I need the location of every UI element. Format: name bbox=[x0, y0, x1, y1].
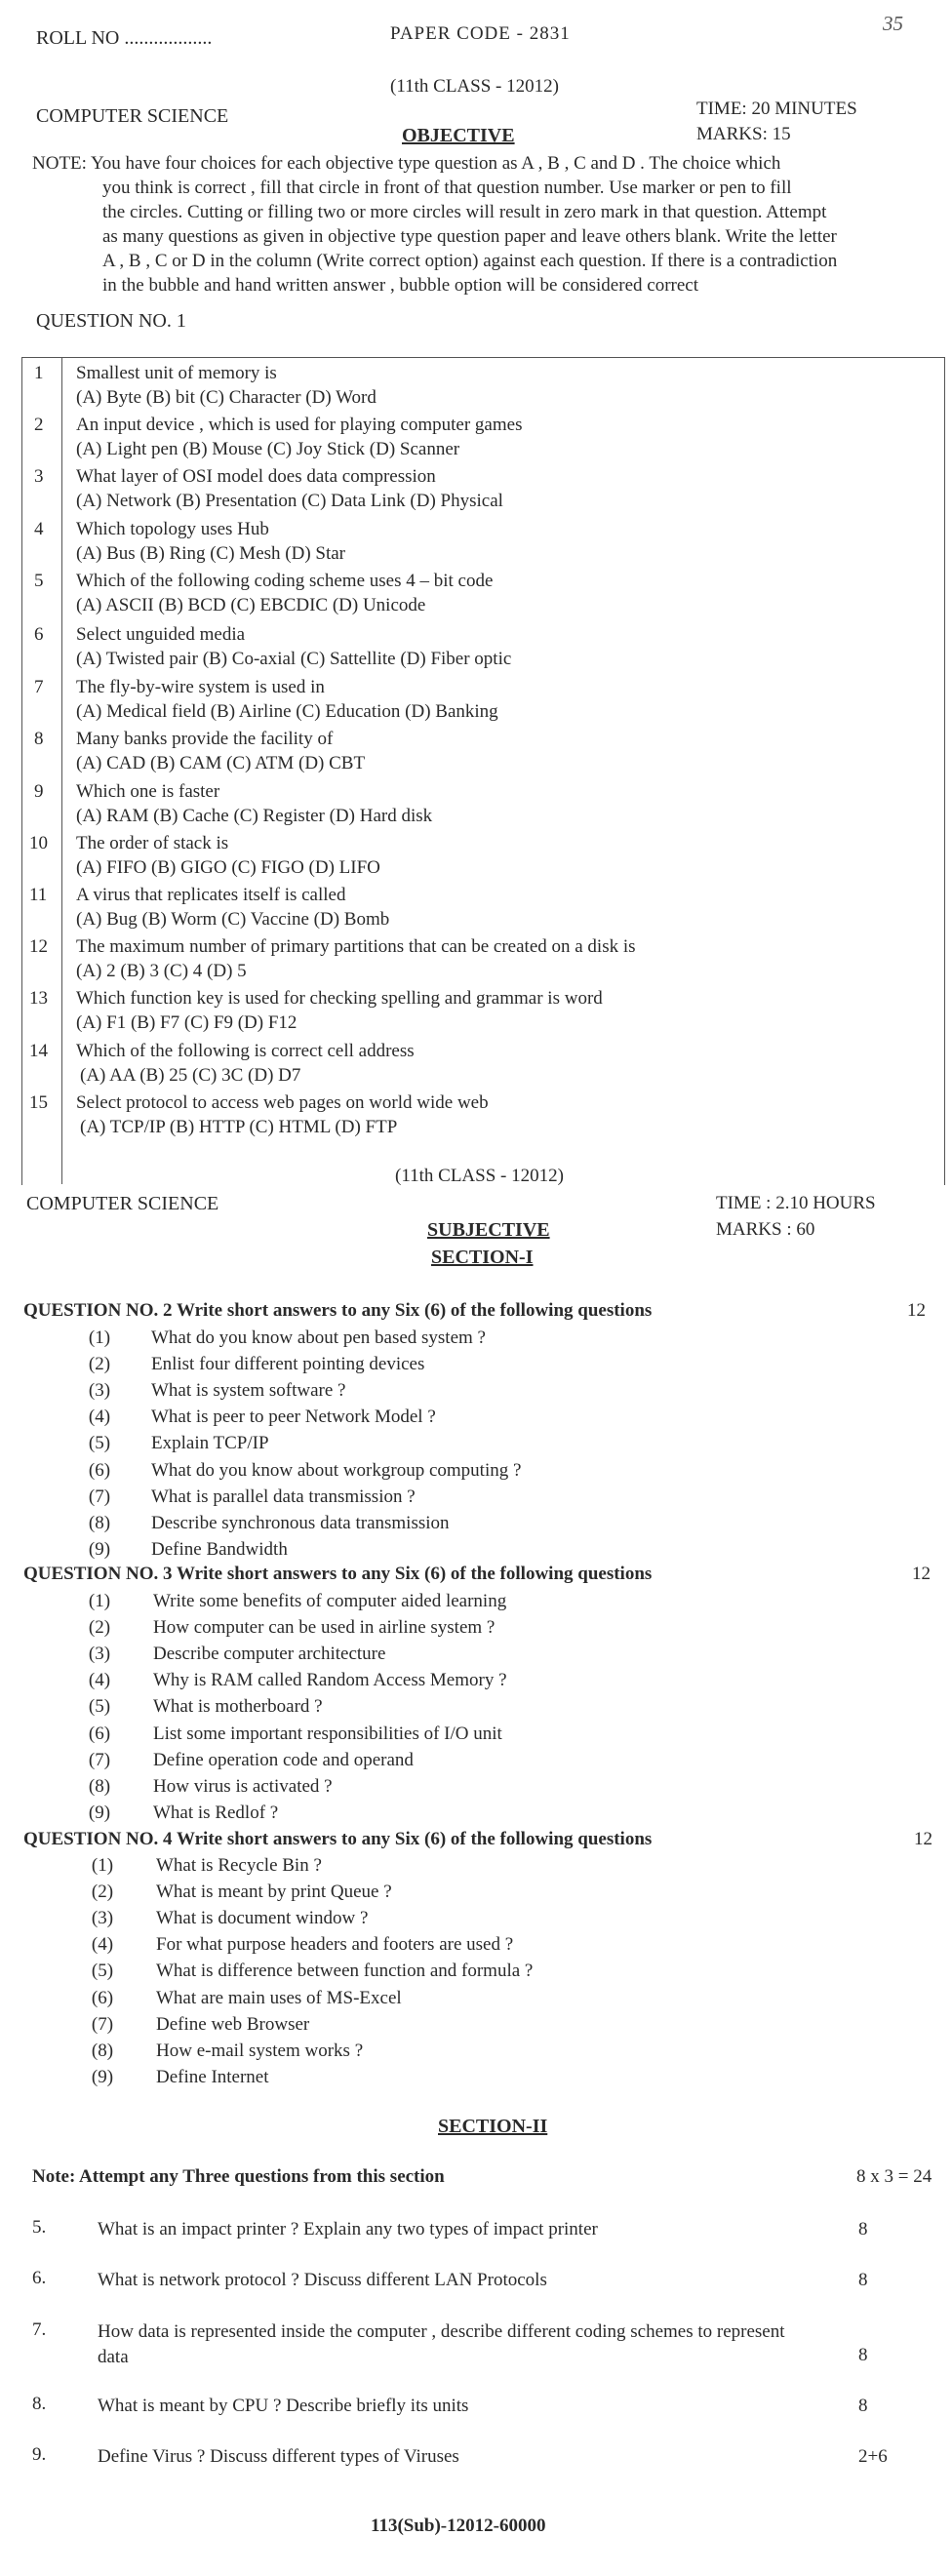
question-4-marks: 12 bbox=[914, 1829, 932, 1849]
mcq-question: The order of stack is bbox=[76, 833, 229, 853]
mcq-number: 11 bbox=[29, 885, 48, 905]
q4-item-text: Define web Browser bbox=[156, 2014, 310, 2035]
note-line: NOTE: You have four choices for each objective type question as A , B , C and D . The choice which bbox=[32, 153, 781, 174]
long-question-number: 7. bbox=[32, 2319, 47, 2340]
mcq-number: 7 bbox=[34, 677, 44, 697]
mcq-number: 10 bbox=[29, 833, 48, 853]
section-2-note: Note: Attempt any Three questions from this section bbox=[32, 2166, 445, 2187]
objective-marks: MARKS: 15 bbox=[696, 124, 791, 144]
q3-item-text: What is Redlof ? bbox=[153, 1803, 279, 1823]
q2-item-number: (2) bbox=[88, 1354, 111, 1374]
long-question-marks: 8 bbox=[858, 2396, 868, 2416]
paper-code: PAPER CODE - 2831 bbox=[390, 23, 571, 44]
q4-item-text: For what purpose headers and footers are used ? bbox=[156, 1934, 514, 1955]
long-question-number: 8. bbox=[32, 2394, 47, 2414]
long-question-marks: 8 bbox=[858, 2270, 868, 2290]
mcq-options: (A) Network (B) Presentation (C) Data Link (D) Physical bbox=[76, 491, 503, 511]
q2-item-text: Describe synchronous data transmission bbox=[151, 1513, 450, 1533]
q3-item-text: How virus is activated ? bbox=[153, 1776, 333, 1797]
q2-item-text: Explain TCP/IP bbox=[151, 1433, 269, 1453]
q3-item-text: Write some benefits of computer aided learning bbox=[153, 1591, 507, 1611]
mcq-question: Which of the following is correct cell address bbox=[76, 1041, 415, 1061]
objective-time: TIME: 20 MINUTES bbox=[696, 99, 857, 119]
q3-item-number: (1) bbox=[88, 1591, 111, 1611]
long-question-marks: 2+6 bbox=[858, 2446, 888, 2467]
q4-item-text: How e-mail system works ? bbox=[156, 2041, 364, 2061]
q2-item-text: Define Bandwidth bbox=[151, 1539, 288, 1560]
question-4-heading: QUESTION NO. 4 Write short answers to any Six (6) of the following questions bbox=[23, 1829, 653, 1849]
q3-item-number: (7) bbox=[88, 1750, 111, 1770]
mcq-question: The fly-by-wire system is used in bbox=[76, 677, 325, 697]
subjective-subject: COMPUTER SCIENCE bbox=[26, 1193, 219, 1214]
mcq-number: 6 bbox=[34, 624, 44, 645]
mcq-question: Which one is faster bbox=[76, 781, 220, 802]
note-line: you think is correct , fill that circle in front of that question number. Use marker or pen to fill bbox=[102, 178, 792, 198]
question-2-marks: 12 bbox=[907, 1300, 926, 1321]
q2-item-text: What do you know about workgroup computing ? bbox=[151, 1460, 522, 1481]
mcq-question: Many banks provide the facility of bbox=[76, 729, 334, 749]
q3-item-number: (5) bbox=[88, 1696, 111, 1717]
q2-item-number: (5) bbox=[88, 1433, 111, 1453]
section-2-title: SECTION-II bbox=[438, 2116, 548, 2137]
q3-item-text: What is motherboard ? bbox=[153, 1696, 323, 1717]
mcq-options: (A) TCP/IP (B) HTTP (C) HTML (D) FTP bbox=[80, 1117, 398, 1137]
mcq-question: Smallest unit of memory is bbox=[76, 363, 277, 383]
q3-item-text: Why is RAM called Random Access Memory ? bbox=[153, 1670, 507, 1690]
mcq-number: 12 bbox=[29, 936, 48, 957]
mcq-options: (A) Bus (B) Ring (C) Mesh (D) Star bbox=[76, 543, 346, 564]
mcq-question: Which function key is used for checking spelling and grammar is word bbox=[76, 988, 603, 1009]
mcq-options: (A) RAM (B) Cache (C) Register (D) Hard disk bbox=[76, 806, 433, 826]
mcq-number: 14 bbox=[29, 1041, 48, 1061]
subject-title: COMPUTER SCIENCE bbox=[36, 105, 229, 127]
mcq-options: (A) Light pen (B) Mouse (C) Joy Stick (D) Scanner bbox=[76, 439, 460, 459]
q2-item-number: (8) bbox=[88, 1513, 111, 1533]
mcq-options: (A) Bug (B) Worm (C) Vaccine (D) Bomb bbox=[76, 909, 390, 930]
q3-item-text: How computer can be used in airline system ? bbox=[153, 1617, 496, 1638]
q2-item-number: (9) bbox=[88, 1539, 111, 1560]
mcq-number: 4 bbox=[34, 519, 44, 539]
mcq-column-divider bbox=[61, 357, 62, 1184]
q4-item-number: (1) bbox=[91, 1855, 114, 1876]
section-2-note-marks: 8 x 3 = 24 bbox=[856, 2166, 932, 2187]
mcq-question: The maximum number of primary partitions that can be created on a disk is bbox=[76, 936, 636, 957]
q3-item-number: (9) bbox=[88, 1803, 111, 1823]
q4-item-text: What is difference between function and formula ? bbox=[156, 1961, 534, 1981]
q3-item-text: Describe computer architecture bbox=[153, 1644, 386, 1664]
q3-item-number: (4) bbox=[88, 1670, 111, 1690]
long-question-marks: 8 bbox=[858, 2219, 868, 2239]
question-2-heading: QUESTION NO. 2 Write short answers to any Six (6) of the following questions bbox=[23, 1300, 653, 1321]
q2-item-number: (4) bbox=[88, 1407, 111, 1427]
subjective-title: SUBJECTIVE bbox=[427, 1219, 550, 1241]
q2-item-number: (3) bbox=[88, 1380, 111, 1401]
mcq-options: (A) Medical field (B) Airline (C) Education (D) Banking bbox=[76, 701, 498, 722]
long-question-text: How data is represented inside the computer , describe different coding schemes to represent data bbox=[98, 2321, 785, 2367]
mcq-options: (A) F1 (B) F7 (C) F9 (D) F12 bbox=[76, 1012, 298, 1033]
q4-item-text: What is Recycle Bin ? bbox=[156, 1855, 322, 1876]
long-question-number: 6. bbox=[32, 2268, 47, 2288]
mcq-number: 5 bbox=[34, 571, 44, 591]
q3-item-text: Define operation code and operand bbox=[153, 1750, 414, 1770]
note-line: the circles. Cutting or filling two or more circles will result in zero mark in that question. Attempt bbox=[102, 202, 827, 222]
long-question-number: 5. bbox=[32, 2217, 47, 2238]
mcq-question: Select unguided media bbox=[76, 624, 246, 645]
mcq-options: (A) AA (B) 25 (C) 3C (D) D7 bbox=[80, 1065, 301, 1086]
q3-item-text: List some important responsibilities of I/O unit bbox=[153, 1724, 502, 1744]
long-question-text: What is network protocol ? Discuss different LAN Protocols bbox=[98, 2270, 547, 2290]
mcq-options: (A) FIFO (B) GIGO (C) FIGO (D) LIFO bbox=[76, 857, 380, 878]
q4-item-number: (9) bbox=[91, 2067, 114, 2087]
q4-item-number: (5) bbox=[91, 1961, 114, 1981]
subjective-marks: MARKS : 60 bbox=[716, 1219, 815, 1240]
q4-item-text: Define Internet bbox=[156, 2067, 269, 2087]
mcq-options: (A) ASCII (B) BCD (C) EBCDIC (D) Unicode bbox=[76, 595, 426, 615]
long-question-number: 9. bbox=[32, 2444, 47, 2465]
objective-title: OBJECTIVE bbox=[402, 125, 515, 146]
q2-item-text: What is parallel data transmission ? bbox=[151, 1486, 416, 1507]
note-line: A , B , C or D in the column (Write correct option) against each question. If there is a contradiction bbox=[102, 251, 838, 271]
subjective-class-info: (11th CLASS - 12012) bbox=[395, 1166, 564, 1186]
mcq-question: Which of the following coding scheme uses 4 – bit code bbox=[76, 571, 494, 591]
roll-no: ROLL NO .................. bbox=[36, 27, 213, 49]
q4-item-text: What is meant by print Queue ? bbox=[156, 1882, 392, 1902]
q3-item-number: (6) bbox=[88, 1724, 111, 1744]
question-1-heading: QUESTION NO. 1 bbox=[36, 310, 186, 332]
mcq-number: 15 bbox=[29, 1092, 48, 1113]
question-3-heading: QUESTION NO. 3 Write short answers to any Six (6) of the following questions bbox=[23, 1564, 653, 1584]
mcq-number: 9 bbox=[34, 781, 44, 802]
long-question-marks: 8 bbox=[858, 2345, 868, 2365]
q4-item-text: What is document window ? bbox=[156, 1908, 369, 1928]
q2-item-number: (6) bbox=[88, 1460, 111, 1481]
subjective-time: TIME : 2.10 HOURS bbox=[716, 1193, 876, 1213]
q3-item-number: (3) bbox=[88, 1644, 111, 1664]
corner-mark: 35 bbox=[883, 12, 903, 35]
mcq-number: 3 bbox=[34, 466, 44, 487]
q3-item-number: (8) bbox=[88, 1776, 111, 1797]
long-question-text: Define Virus ? Discuss different types of Viruses bbox=[98, 2446, 459, 2467]
note-line: as many questions as given in objective type question paper and leave others blank. Write the letter bbox=[102, 226, 837, 247]
mcq-number: 1 bbox=[34, 363, 44, 383]
q2-item-text: What is system software ? bbox=[151, 1380, 346, 1401]
mcq-question: Which topology uses Hub bbox=[76, 519, 269, 539]
q4-item-number: (8) bbox=[91, 2041, 114, 2061]
mcq-question: What layer of OSI model does data compression bbox=[76, 466, 436, 487]
q2-item-number: (7) bbox=[88, 1486, 111, 1507]
q4-item-text: What are main uses of MS-Excel bbox=[156, 1988, 402, 2008]
mcq-question: A virus that replicates itself is called bbox=[76, 885, 346, 905]
mcq-options: (A) Byte (B) bit (C) Character (D) Word bbox=[76, 387, 377, 408]
q2-item-text: Enlist four different pointing devices bbox=[151, 1354, 425, 1374]
mcq-question: An input device , which is used for playing computer games bbox=[76, 415, 523, 435]
mcq-options: (A) Twisted pair (B) Co-axial (C) Sattellite (D) Fiber optic bbox=[76, 649, 512, 669]
objective-note bbox=[32, 151, 915, 297]
q4-item-number: (3) bbox=[91, 1908, 114, 1928]
long-question-text: What is an impact printer ? Explain any two types of impact printer bbox=[98, 2219, 598, 2239]
mcq-options: (A) CAD (B) CAM (C) ATM (D) CBT bbox=[76, 753, 366, 773]
mcq-number: 13 bbox=[29, 988, 48, 1009]
mcq-number: 2 bbox=[34, 415, 44, 435]
q4-item-number: (4) bbox=[91, 1934, 114, 1955]
q2-item-number: (1) bbox=[88, 1328, 111, 1348]
q2-item-text: What do you know about pen based system ? bbox=[151, 1328, 486, 1348]
q4-item-number: (6) bbox=[91, 1988, 114, 2008]
mcq-options: (A) 2 (B) 3 (C) 4 (D) 5 bbox=[76, 961, 247, 981]
q2-item-text: What is peer to peer Network Model ? bbox=[151, 1407, 436, 1427]
mcq-number: 8 bbox=[34, 729, 44, 749]
mcq-question: Select protocol to access web pages on world wide web bbox=[76, 1092, 489, 1113]
q4-item-number: (7) bbox=[91, 2014, 114, 2035]
question-3-marks: 12 bbox=[912, 1564, 931, 1584]
section-1-title: SECTION-I bbox=[431, 1247, 534, 1268]
long-question-text: What is meant by CPU ? Describe briefly its units bbox=[98, 2396, 469, 2416]
note-line: in the bubble and hand written answer , bubble option will be considered correct bbox=[102, 275, 698, 296]
footer-code: 113(Sub)-12012-60000 bbox=[371, 2516, 546, 2536]
q4-item-number: (2) bbox=[91, 1882, 114, 1902]
class-info: (11th CLASS - 12012) bbox=[390, 76, 559, 97]
q3-item-number: (2) bbox=[88, 1617, 111, 1638]
